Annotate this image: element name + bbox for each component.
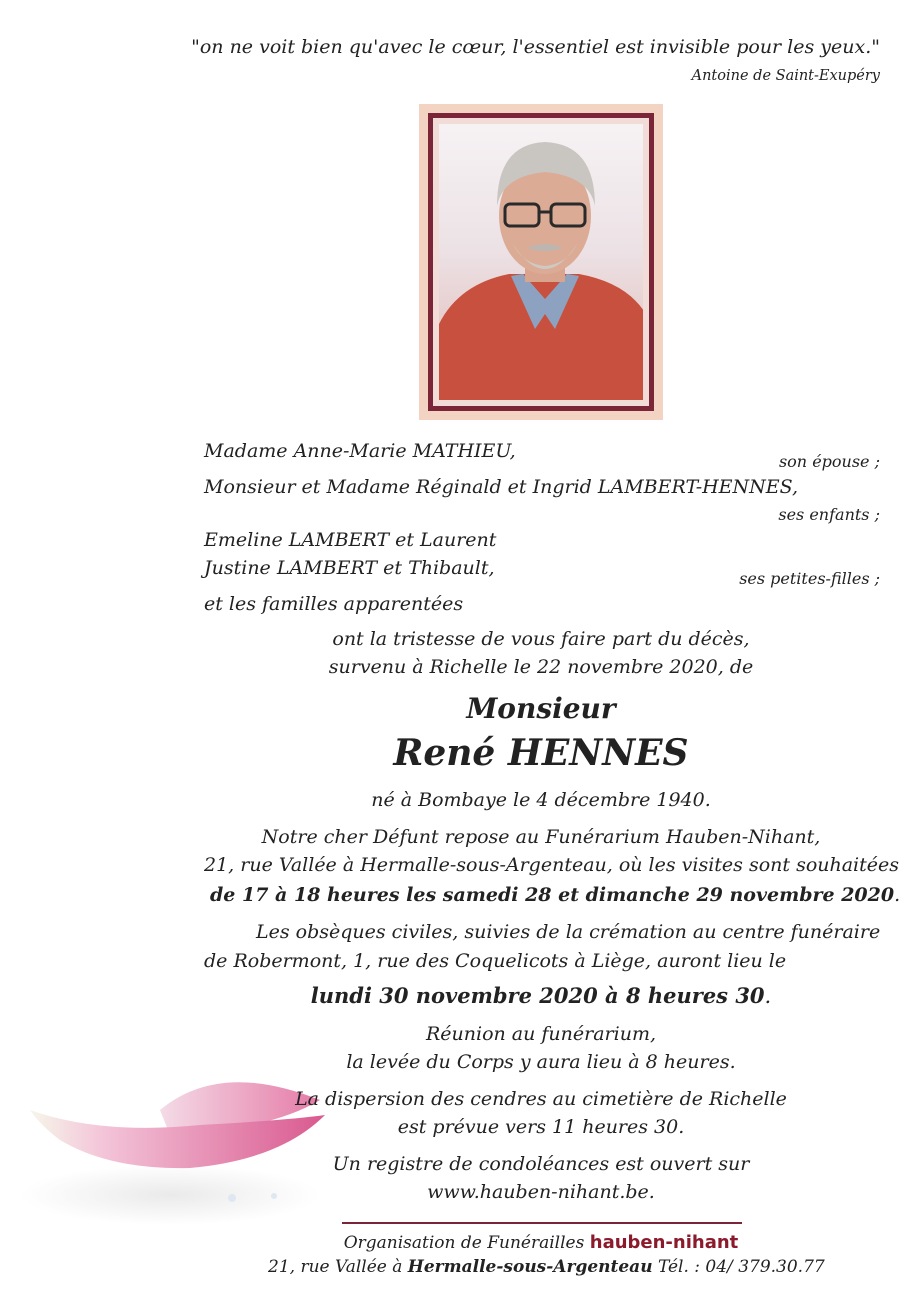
epigraph-quote: "on ne voit bien qu'avec le cœur, l'essentiel est invisible pour les yeux." bbox=[191, 36, 880, 58]
family-relatives: et les familles apparentées bbox=[204, 593, 464, 615]
meeting-line-1: Réunion au funérarium, bbox=[425, 1023, 657, 1045]
family-grandchild-1: Emeline LAMBERT et Laurent bbox=[204, 529, 497, 551]
footer-phone: Tél. : 04/ 379.30.77 bbox=[657, 1257, 825, 1277]
deceased-title: Monsieur bbox=[466, 692, 616, 725]
family-children: Monsieur et Madame Réginald et Ingrid LAMBERT-HENNES, bbox=[204, 476, 799, 498]
footer-address bbox=[268, 1257, 825, 1277]
visitation-line-2: 21, rue Vallée à Hermalle-sous-Argenteau, où les visites sont souhaitées bbox=[204, 854, 900, 876]
register-line-1: Un registre de condoléances est ouvert sur bbox=[332, 1153, 750, 1175]
ceremony-line-2: de Robermont, 1, rue des Coquelicots à Liège, auront lieu le bbox=[204, 950, 787, 972]
ceremony-date-period: . bbox=[764, 984, 772, 1008]
meeting-line-2: la levée du Corps y aura lieu à 8 heures. bbox=[346, 1051, 736, 1073]
announcement-line-2: survenu à Richelle le 22 novembre 2020, de bbox=[328, 656, 754, 678]
ceremony-date bbox=[0, 983, 918, 1008]
family-spouse: Madame Anne-Marie MATHIEU, bbox=[204, 440, 516, 462]
footer-divider bbox=[342, 1222, 742, 1224]
deceased-name: René HENNES bbox=[393, 732, 689, 774]
ashes-line-1: La dispersion des cendres au cimetière de Richelle bbox=[295, 1088, 787, 1110]
visitation-hours-text: de 17 à 18 heures les samedi 28 et dimanche 29 novembre 2020 bbox=[210, 884, 895, 906]
portrait-photo bbox=[439, 124, 643, 400]
footer-address-prefix: 21, rue Vallée à bbox=[268, 1257, 403, 1277]
footer-city: Hermalle-sous-Argenteau bbox=[407, 1257, 653, 1277]
footer-org-label: Organisation de Funérailles bbox=[343, 1233, 585, 1253]
family-spouse-relation: son épouse ; bbox=[778, 452, 880, 471]
funeral-home-logo: hauben-nihant bbox=[589, 1232, 739, 1253]
portrait-illustration bbox=[439, 124, 643, 400]
family-grandchild-2: Justine LAMBERT et Thibault, bbox=[204, 557, 495, 579]
ceremony-line-1: Les obsèques civiles, suivies de la crémation au centre funéraire bbox=[256, 921, 881, 943]
visitation-hours-period: . bbox=[894, 884, 901, 906]
ashes-line-2: est prévue vers 11 heures 30. bbox=[397, 1116, 685, 1138]
family-children-relation: ses enfants ; bbox=[778, 505, 880, 524]
visitation-line-1: Notre cher Défunt repose au Funérarium Hauben-Nihant, bbox=[261, 826, 821, 848]
portrait-frame bbox=[419, 104, 663, 420]
family-grandchildren-relation: ses petites-filles ; bbox=[739, 569, 880, 588]
register-url[interactable]: www.hauben-nihant.be. bbox=[427, 1181, 655, 1203]
ceremony-date-text: lundi 30 novembre 2020 à 8 heures 30 bbox=[310, 983, 765, 1008]
deceased-birth: né à Bombaye le 4 décembre 1940. bbox=[371, 789, 711, 811]
portrait-border bbox=[428, 113, 654, 411]
visitation-hours bbox=[210, 884, 900, 906]
epigraph-author: Antoine de Saint-Exupéry bbox=[691, 68, 880, 84]
footer-organisation bbox=[0, 1232, 918, 1253]
announcement-line-1: ont la tristesse de vous faire part du décès, bbox=[332, 628, 750, 650]
